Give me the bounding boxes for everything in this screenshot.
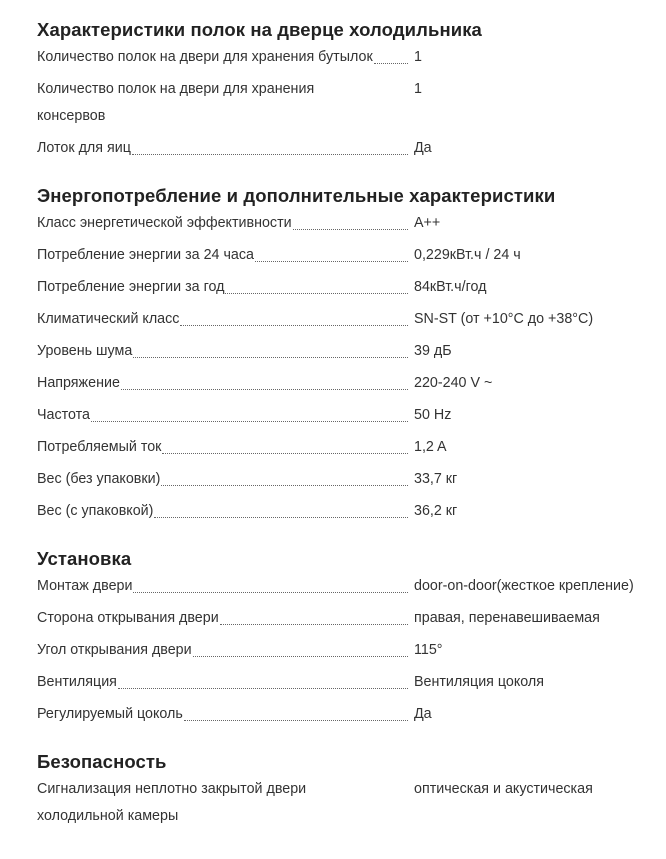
spec-value: правая, перенавешиваемая [414,610,600,626]
spec-row [37,370,666,397]
spec-row [37,76,666,130]
dotted-leader [193,656,408,657]
section-door-shelves [37,18,666,162]
dotted-leader [293,229,408,230]
spec-value: оптическая и акустическая [414,781,593,797]
section-title: Характеристики полок на дверце холодильника [37,19,482,40]
spec-row [37,434,666,461]
dotted-leader [220,624,408,625]
dotted-leader [162,453,408,454]
dotted-leader [133,357,408,358]
spec-row [37,306,666,333]
spec-label: Регулируемый цоколь [37,706,183,722]
spec-value: 1 [414,49,422,65]
dotted-leader [133,592,408,593]
dotted-leader [180,325,408,326]
spec-row [37,573,666,600]
spec-value: 115° [414,642,443,658]
spec-row [37,338,666,365]
section-title: Установка [37,548,132,569]
spec-row [37,637,666,664]
spec-row [37,701,666,728]
dotted-leader [255,261,408,262]
spec-label: Монтаж двери [37,578,133,594]
dotted-leader [225,293,408,294]
dotted-leader [91,421,408,422]
spec-value: 50 Hz [414,407,452,423]
spec-row [37,210,666,237]
spec-label: Сигнализация неплотно закрытой двери холодильной камеры [37,781,307,824]
spec-value: Да [414,140,432,156]
spec-row [37,44,666,71]
spec-row [37,135,666,162]
spec-value: SN-ST (от +10°C до +38°C) [414,311,594,327]
dotted-leader [121,389,408,390]
spec-label: Частота [37,407,90,423]
spec-label: Потребляемый ток [37,439,162,455]
spec-row [37,274,666,301]
dotted-leader [118,688,408,689]
spec-label: Угол открывания двери [37,642,192,658]
spec-row [37,498,666,525]
spec-row [37,776,666,830]
spec-value: Да [414,706,432,722]
spec-value: door-on-door(жесткое крепление) [414,578,634,594]
spec-label: Потребление энергии за год [37,279,225,295]
spec-label: Количество полок на двери для хранения консервов [37,81,315,124]
spec-label: Вес (с упаковкой) [37,503,154,519]
spec-value: 220-240 V ~ [414,375,493,391]
spec-row [37,669,666,696]
dotted-leader [184,720,408,721]
spec-label: Напряжение [37,375,120,391]
spec-row [37,605,666,632]
section-installation [37,547,666,728]
spec-value: 84кВт.ч/год [414,279,487,295]
spec-label: Потребление энергии за 24 часа [37,247,254,263]
spec-label: Класс энергетической эффективности [37,215,292,231]
spec-row [37,466,666,493]
dotted-leader [374,63,408,64]
spec-value: 0,229кВт.ч / 24 ч [414,247,521,263]
spec-value: 1 [414,81,422,97]
spec-row [37,402,666,429]
spec-label: Лоток для яиц [37,140,131,156]
section-energy [37,184,666,525]
spec-value: 39 дБ [414,343,452,359]
spec-value: 36,2 кг [414,503,458,519]
dotted-leader [161,485,408,486]
spec-label: Уровень шума [37,343,133,359]
dotted-leader [132,154,408,155]
spec-value: 33,7 кг [414,471,458,487]
section-title: Безопасность [37,751,167,772]
spec-label: Климатический класс [37,311,180,327]
spec-label: Количество полок на двери для хранения бутылок [37,49,373,65]
section-safety [37,750,666,830]
spec-value: A++ [414,215,441,231]
spec-label: Вентиляция [37,674,117,690]
spec-label: Сторона открывания двери [37,610,219,626]
spec-label: Вес (без упаковки) [37,471,161,487]
dotted-leader [154,517,408,518]
spec-value: Вентиляция цоколя [414,674,545,690]
spec-row [37,242,666,269]
spec-value: 1,2 A [414,439,447,455]
section-title: Энергопотребление и дополнительные характеристики [37,185,556,206]
